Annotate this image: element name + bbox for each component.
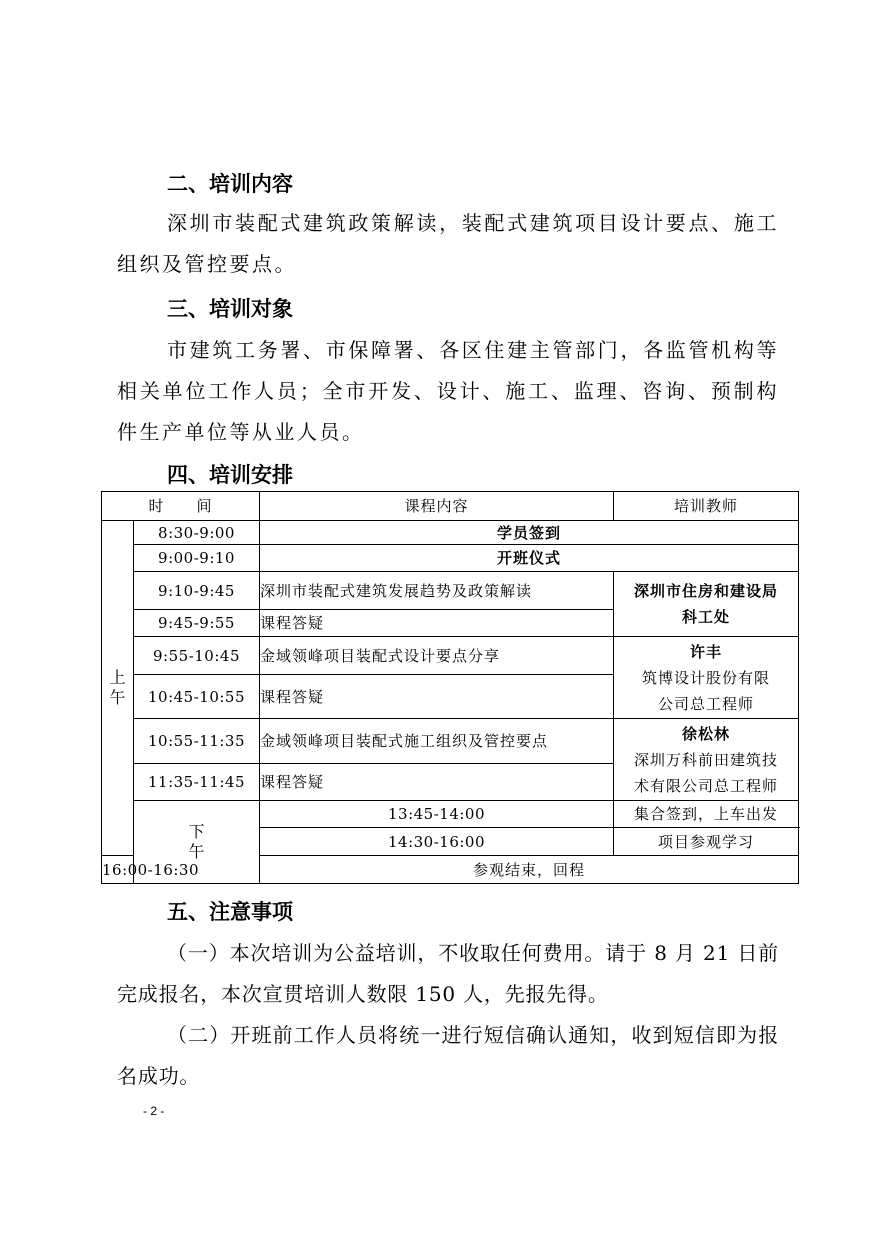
content-cell: 学员签到 [260,521,799,545]
content-cell: 课程答疑 [260,675,614,719]
page-number: - 2 - [143,1104,165,1118]
table-row [102,637,799,675]
time-cell: 11:35-11:45 [134,764,260,801]
time-cell: 10:45-10:55 [134,675,260,719]
content-cell: 金域领峰项目装配式设计要点分享 [260,637,614,675]
period-pm-label: 下午 [188,822,205,861]
teacher-title-line: 术有限公司总工程师 [634,776,779,795]
header-time: 时 间 [102,492,260,521]
content-cell: 开班仪式 [260,545,799,572]
table-row [102,572,799,610]
heading-training-content: 二、培训内容 [167,172,293,196]
table-row [102,521,799,545]
content-cell: 课程答疑 [260,764,614,801]
teacher-cell [614,572,799,637]
time-cell: 14:30-16:00 [260,828,614,856]
heading-training-audience: 三、培训对象 [167,297,293,321]
content-cell: 深圳市装配式建筑发展趋势及政策解读 [260,572,614,610]
time-cell: 9:10-9:45 [134,572,260,610]
content-cell: 金域领峰项目装配式施工组织及管控要点 [260,719,614,764]
teacher-cell [614,637,799,719]
note-item-2: （二）开班前工作人员将统一进行短信确认通知，收到短信即为报名成功。 [117,1023,779,1088]
time-cell: 16:00-16:30 [102,856,134,884]
header-content: 课程内容 [260,492,614,521]
teacher-title-line: 深圳万科前田建筑技 [634,750,779,769]
content-cell: 集合签到，上车出发 [614,801,799,828]
content-cell: 参观结束，回程 [260,856,799,884]
table-header-row [102,492,799,521]
time-cell: 9:00-9:10 [134,545,260,572]
teacher-name: 深圳市住房和建设局 [634,582,779,600]
training-content-body: 深圳市装配式建筑政策解读，装配式建筑项目设计要点、施工组织及管控要点。 [117,211,779,276]
period-am-label: 上午 [109,668,126,707]
time-cell: 9:45-9:55 [134,610,260,637]
teacher-dept: 科工处 [682,608,731,626]
schedule-table [101,491,799,884]
period-am [102,521,134,856]
teacher-title-line: 筑博设计股份有限 [642,668,771,687]
heading-notes: 五、注意事项 [167,900,293,924]
time-cell: 8:30-9:00 [134,521,260,545]
table-row [102,719,799,764]
heading-training-schedule: 四、培训安排 [167,463,293,487]
time-cell: 10:55-11:35 [134,719,260,764]
teacher-name: 徐松林 [682,724,731,743]
teacher-name: 许丰 [690,642,723,661]
header-teacher: 培训教师 [614,492,799,521]
note-item-1: （一）本次培训为公益培训，不收取任何费用。请于 8 月 21 日前完成报名，本次宣贯培训人数限 150 人，先报先得。 [117,941,779,1006]
training-audience-body: 市建筑工务署、市保障署、各区住建主管部门，各监管机构等相关单位工作人员；全市开发、设计、施工、监理、咨询、预制构件生产单位等从业人员。 [117,338,779,444]
table-row [102,545,799,572]
time-cell: 9:55-10:45 [134,637,260,675]
time-cell: 13:45-14:00 [260,801,614,828]
table-row [102,801,799,828]
teacher-title-line: 公司总工程师 [658,694,755,713]
content-cell: 项目参观学习 [614,828,799,856]
teacher-cell [614,719,799,801]
content-cell: 课程答疑 [260,610,614,637]
